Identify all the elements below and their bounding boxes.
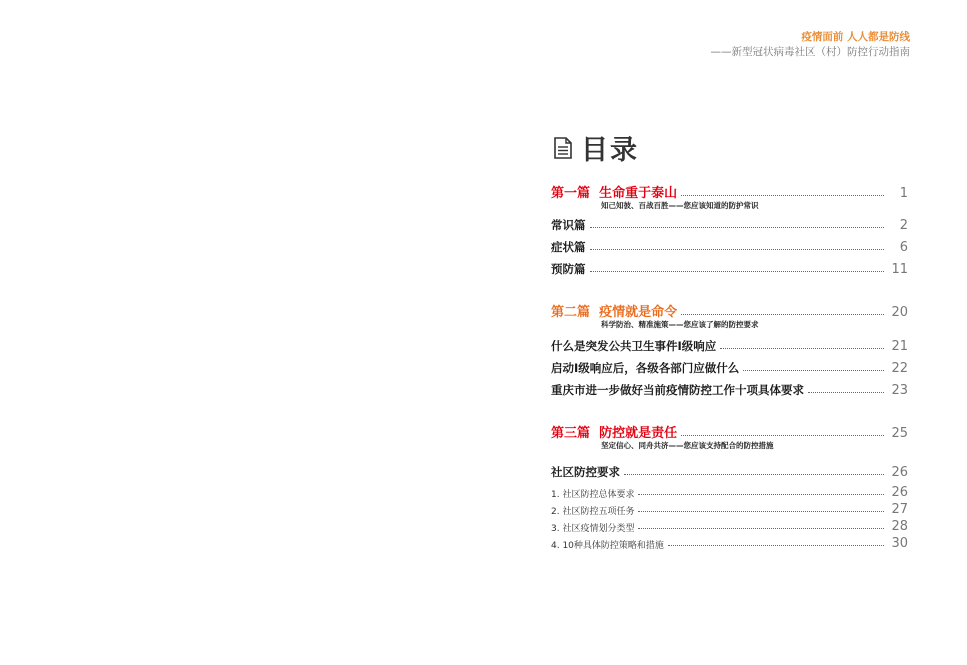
toc-item[interactable] xyxy=(551,516,908,534)
running-header xyxy=(711,30,911,60)
header-subtitle: ——新型冠状病毒社区（村）防控行动指南 xyxy=(710,46,910,58)
leader-dots xyxy=(590,249,885,250)
item-label: 4. 10种具体防控策略和措施 xyxy=(551,541,664,551)
page-number: 30 xyxy=(891,536,908,551)
page-number: 22 xyxy=(891,361,908,376)
page-number: 21 xyxy=(891,339,908,354)
toc-section[interactable] xyxy=(551,237,908,255)
page-number: 27 xyxy=(891,502,908,517)
page-number: 23 xyxy=(891,383,908,398)
leader-dots xyxy=(638,494,884,495)
leader-dots xyxy=(590,271,885,272)
toc-section[interactable] xyxy=(551,259,908,277)
page-number: 20 xyxy=(891,305,908,320)
toc-section[interactable] xyxy=(551,358,908,376)
item-label: 3. 社区疫情划分类型 xyxy=(551,524,635,534)
toc-section[interactable] xyxy=(551,336,908,354)
page-number: 28 xyxy=(891,519,908,534)
toc-part-3[interactable] xyxy=(551,423,908,441)
page-number: 2 xyxy=(899,218,908,233)
page-number: 25 xyxy=(891,426,908,441)
page-number: 1 xyxy=(899,186,908,201)
toc-item[interactable] xyxy=(551,533,908,551)
toc-item[interactable] xyxy=(551,499,908,517)
item-label: 1. 社区防控总体要求 xyxy=(551,490,635,500)
leader-dots xyxy=(590,227,885,228)
leader-dots xyxy=(624,474,884,475)
section-label: 常识篇 xyxy=(551,218,586,232)
section-label: 重庆市进一步做好当前疫情防控工作十项具体要求 xyxy=(551,383,804,397)
toc-heading xyxy=(553,128,639,167)
toc-section[interactable] xyxy=(551,462,908,480)
section-label: 启动I级响应后，各级各部门应做什么 xyxy=(551,361,740,375)
toc-title: 目录 xyxy=(581,135,639,166)
toc-part-1[interactable] xyxy=(551,183,908,201)
page-number: 6 xyxy=(899,240,908,255)
page-number: 11 xyxy=(891,262,908,277)
header-slogan: 疫情面前 人人都是防线 xyxy=(801,31,910,43)
part-subtitle: 知己知彼、百战百胜——您应该知道的防护常识 xyxy=(601,201,759,210)
leader-dots xyxy=(638,511,884,512)
section-label: 社区防控要求 xyxy=(551,465,620,479)
item-label: 2. 社区防控五项任务 xyxy=(551,507,635,517)
page-number: 26 xyxy=(891,465,908,480)
leader-dots xyxy=(638,528,884,529)
part-number: 第一篇 xyxy=(551,186,591,201)
page-number: 26 xyxy=(891,485,908,500)
leader-dots xyxy=(668,545,884,546)
toc-item[interactable] xyxy=(551,482,908,500)
section-label: 什么是突发公共卫生事件I级响应 xyxy=(551,339,717,353)
toc-part-2[interactable] xyxy=(551,302,908,320)
section-label: 症状篇 xyxy=(551,240,586,254)
part-title: 生命重于泰山 xyxy=(599,186,678,201)
part-number: 第二篇 xyxy=(551,305,591,320)
part-title: 疫情就是命令 xyxy=(599,305,678,320)
toc-section[interactable] xyxy=(551,215,908,233)
leader-dots xyxy=(681,314,884,315)
toc-section[interactable] xyxy=(551,380,908,398)
leader-dots xyxy=(681,435,884,436)
document-icon xyxy=(553,137,573,159)
leader-dots xyxy=(808,392,884,393)
leader-dots xyxy=(681,195,884,196)
leader-dots xyxy=(720,348,884,349)
part-title: 防控就是责任 xyxy=(599,426,678,441)
part-number: 第三篇 xyxy=(551,426,591,441)
leader-dots xyxy=(743,370,884,371)
part-subtitle: 科学防治、精准施策——您应该了解的防控要求 xyxy=(601,320,759,329)
section-label: 预防篇 xyxy=(551,262,586,276)
part-subtitle: 坚定信心、同舟共济——您应该支持配合的防控措施 xyxy=(601,441,774,450)
